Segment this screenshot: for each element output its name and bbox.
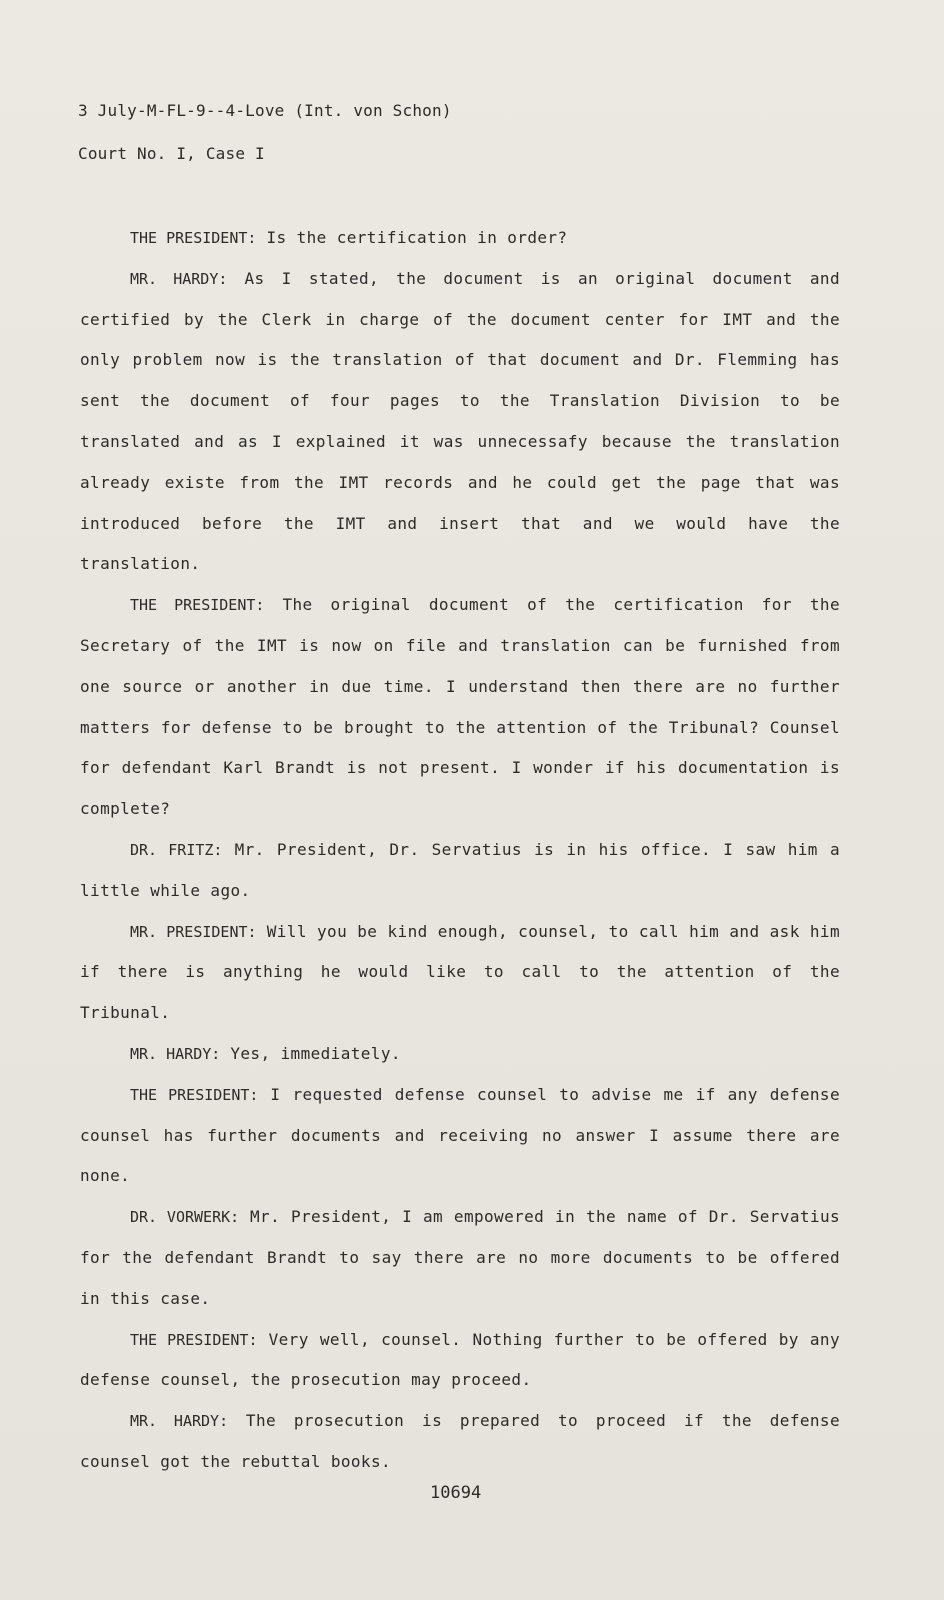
speaker-name: MR. PRESIDENT:: [130, 922, 257, 941]
transcript-paragraph: [80, 1075, 840, 1197]
speech-text: Will you be kind enough, counsel, to call him and ask him if there is anything he would like to call to the attention of the Tribunal.: [80, 921, 840, 1023]
transcript-body: [80, 218, 840, 1483]
transcript-paragraph: [80, 218, 840, 259]
speech-text: Mr. President, Dr. Servatius is in his office. I saw him a little while ago.: [80, 839, 841, 900]
speaker-name: MR. HARDY:: [130, 1412, 229, 1431]
transcript-paragraph: [80, 1197, 840, 1319]
transcript-paragraph: [80, 585, 840, 830]
transcript-paragraph: [80, 259, 840, 585]
speech-text: Yes, immediately.: [220, 1043, 401, 1063]
speech-text: Mr. President, I am empowered in the name of Dr. Servatius for the defendant Brandt to say there are no more documents to be offered in this case.: [80, 1207, 841, 1308]
speech-text: I requested defense counsel to advise me if any defense counsel has further documents and receiving no answer I assume there are none.: [80, 1084, 840, 1186]
transcript-paragraph: [80, 1320, 840, 1402]
speaker-name: DR. VORWERK:: [130, 1208, 240, 1227]
speaker-name: DR. FRITZ:: [130, 840, 223, 859]
speaker-name: THE PRESIDENT:: [130, 1085, 259, 1104]
speech-text: The original document of the certification for the Secretary of the IMT is now on file and translation can be furnished from one source or another in due time. I understand then there are no further matters for defense to be brought to the attention of the Tribunal? Counsel for defendant Karl Brandt is not present. I wonder if his documentation is complete?: [80, 595, 840, 819]
speaker-name: THE PRESIDENT:: [130, 229, 257, 247]
speech-text: Very well, counsel. Nothing further to be offered by any defense counsel, the prosecution may proceed.: [80, 1329, 840, 1390]
transcript-paragraph: [80, 912, 840, 1034]
speaker-name: MR. HARDY:: [130, 269, 228, 288]
header-court: Court No. I, Case I: [78, 144, 265, 163]
transcript-paragraph: [80, 830, 840, 912]
speech-text: The prosecution is prepared to proceed if the defense counsel got the rebuttal books.: [80, 1411, 840, 1471]
page-number: 10694: [430, 1483, 482, 1503]
transcript-paragraph: [80, 1401, 840, 1483]
speech-text: As I stated, the document is an original document and certified by the Clerk in charge of the document center for IMT and the only problem now is the translation of that document and Dr. Flemming has sent the document of four pages to the Translation Division to be translated and as I explained it was unnecessafy because the translation already existe from the IMT records and he could get the page that was introduced before the IMT and insert that and we would have the translation.: [80, 268, 840, 574]
speaker-name: THE PRESIDENT:: [130, 596, 265, 615]
speech-text: Is the certification in order?: [256, 228, 568, 247]
header-reference: 3 July-M-FL-9--4-Love (Int. von Schon): [78, 101, 452, 120]
transcript-paragraph: [80, 1034, 840, 1075]
speaker-name: THE PRESIDENT:: [130, 1330, 258, 1349]
speaker-name: MR. HARDY:: [130, 1044, 221, 1063]
